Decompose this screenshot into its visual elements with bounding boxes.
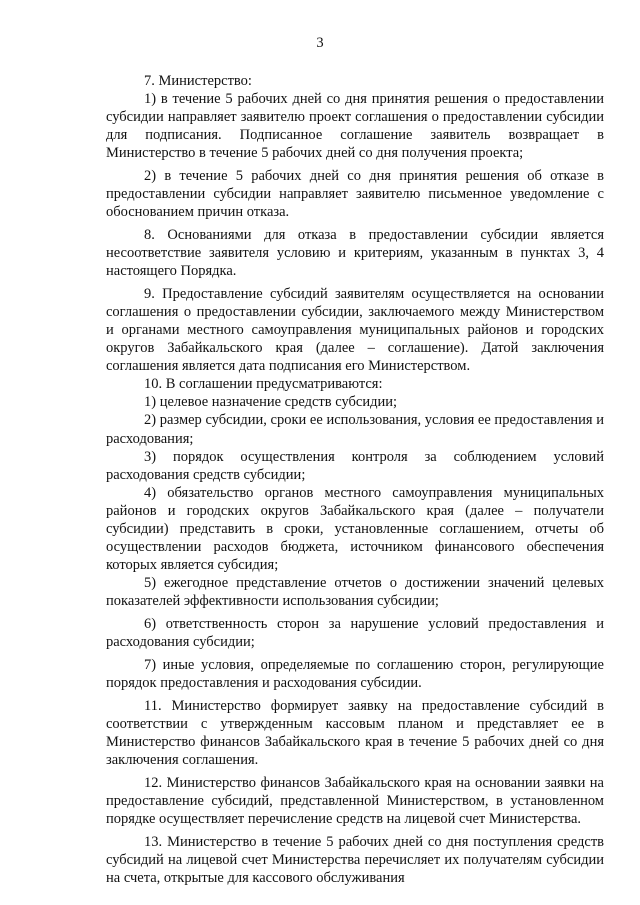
paragraph-8: 8. Основаниями для отказа в предоставлении субсидии является несоответствие заявителя условию и критериям, указанным в пунктах 3, 4 настоящего Порядка. — [106, 226, 604, 280]
paragraph-10-heading: 10. В соглашении предусматриваются: — [144, 376, 383, 393]
paragraph-7-heading: 7. Министерство: — [144, 73, 252, 89]
paragraph-11: 11. Министерство формирует заявку на предоставление субсидий в соответствии с утвержденным кассовым планом и представляет ее в Министерство финансов Забайкальского края в течение 5 рабочих дней со дня заключения соглашения. — [106, 697, 604, 768]
paragraph-10-item-4: 4) обязательство органов местного самоуправления муниципальных районов и городских округов Забайкальского края (далее – получатели субсидии) представить в сроки, установленные соглашением, отчеты об осуществлении расходов бюджета, источником финансового обеспечения которых является субсидия; — [106, 484, 604, 574]
paragraph-7-item-1: 1) в течение 5 рабочих дней со дня принятия решения о предоставлении субсидии направляет заявителю проект соглашения о предоставлении субсидии для подписания. Подписанное соглашение заявитель возвращает в Министерство в течение 5 рабочих дней со дня получения проекта; — [106, 91, 604, 162]
page-number: 3 — [316, 35, 324, 51]
paragraph-10-item-1: 1) целевое назначение средств субсидии; — [144, 394, 398, 411]
paragraph-10-item-3: 3) порядок осуществления контроля за соблюдением условий расходования средств субсидии; — [106, 448, 604, 483]
paragraph-7-item-2: 2) в течение 5 рабочих дней со дня принятия решения об отказе в предоставлении субсидии направляет заявителю письменное уведомление с обоснованием причин отказа. — [106, 168, 604, 221]
paragraph-10-item-7: 7) иные условия, определяемые по соглашению сторон, регулирующие порядок предоставления и расходования субсидии. — [106, 656, 604, 691]
paragraph-10-item-2: 2) размер субсидии, сроки ее использования, условия ее предоставления и расходования; — [106, 412, 604, 447]
paragraph-9: 9. Предоставление субсидий заявителям осуществляется на основании соглашения о предоставлении субсидии, заключаемого между Министерством и органами местного самоуправления муниципальных районов и городских округов Забайкальского края (далее – соглашение). Датой заключения соглашения является дата подписания его Министерством. — [106, 285, 604, 375]
document-body — [106, 72, 604, 887]
paragraph-10-item-6: 6) ответственность сторон за нарушение условий предоставления и расходования субсидии; — [106, 616, 604, 651]
paragraph-10-item-5: 5) ежегодное представление отчетов о достижении значений целевых показателей эффективности использования субсидии; — [106, 575, 604, 610]
paragraph-12: 12. Министерство финансов Забайкальского края на основании заявки на предоставление субсидий, представленной Министерством, в установленном порядке осуществляет перечисление средств на лицевой счет Министерства. — [106, 774, 604, 827]
paragraph-13: 13. Министерство в течение 5 рабочих дней со дня поступления средств субсидий на лицевой счет Министерства перечисляет их получателям субсидии на счета, открытые для кассового обслуживания — [106, 833, 604, 886]
